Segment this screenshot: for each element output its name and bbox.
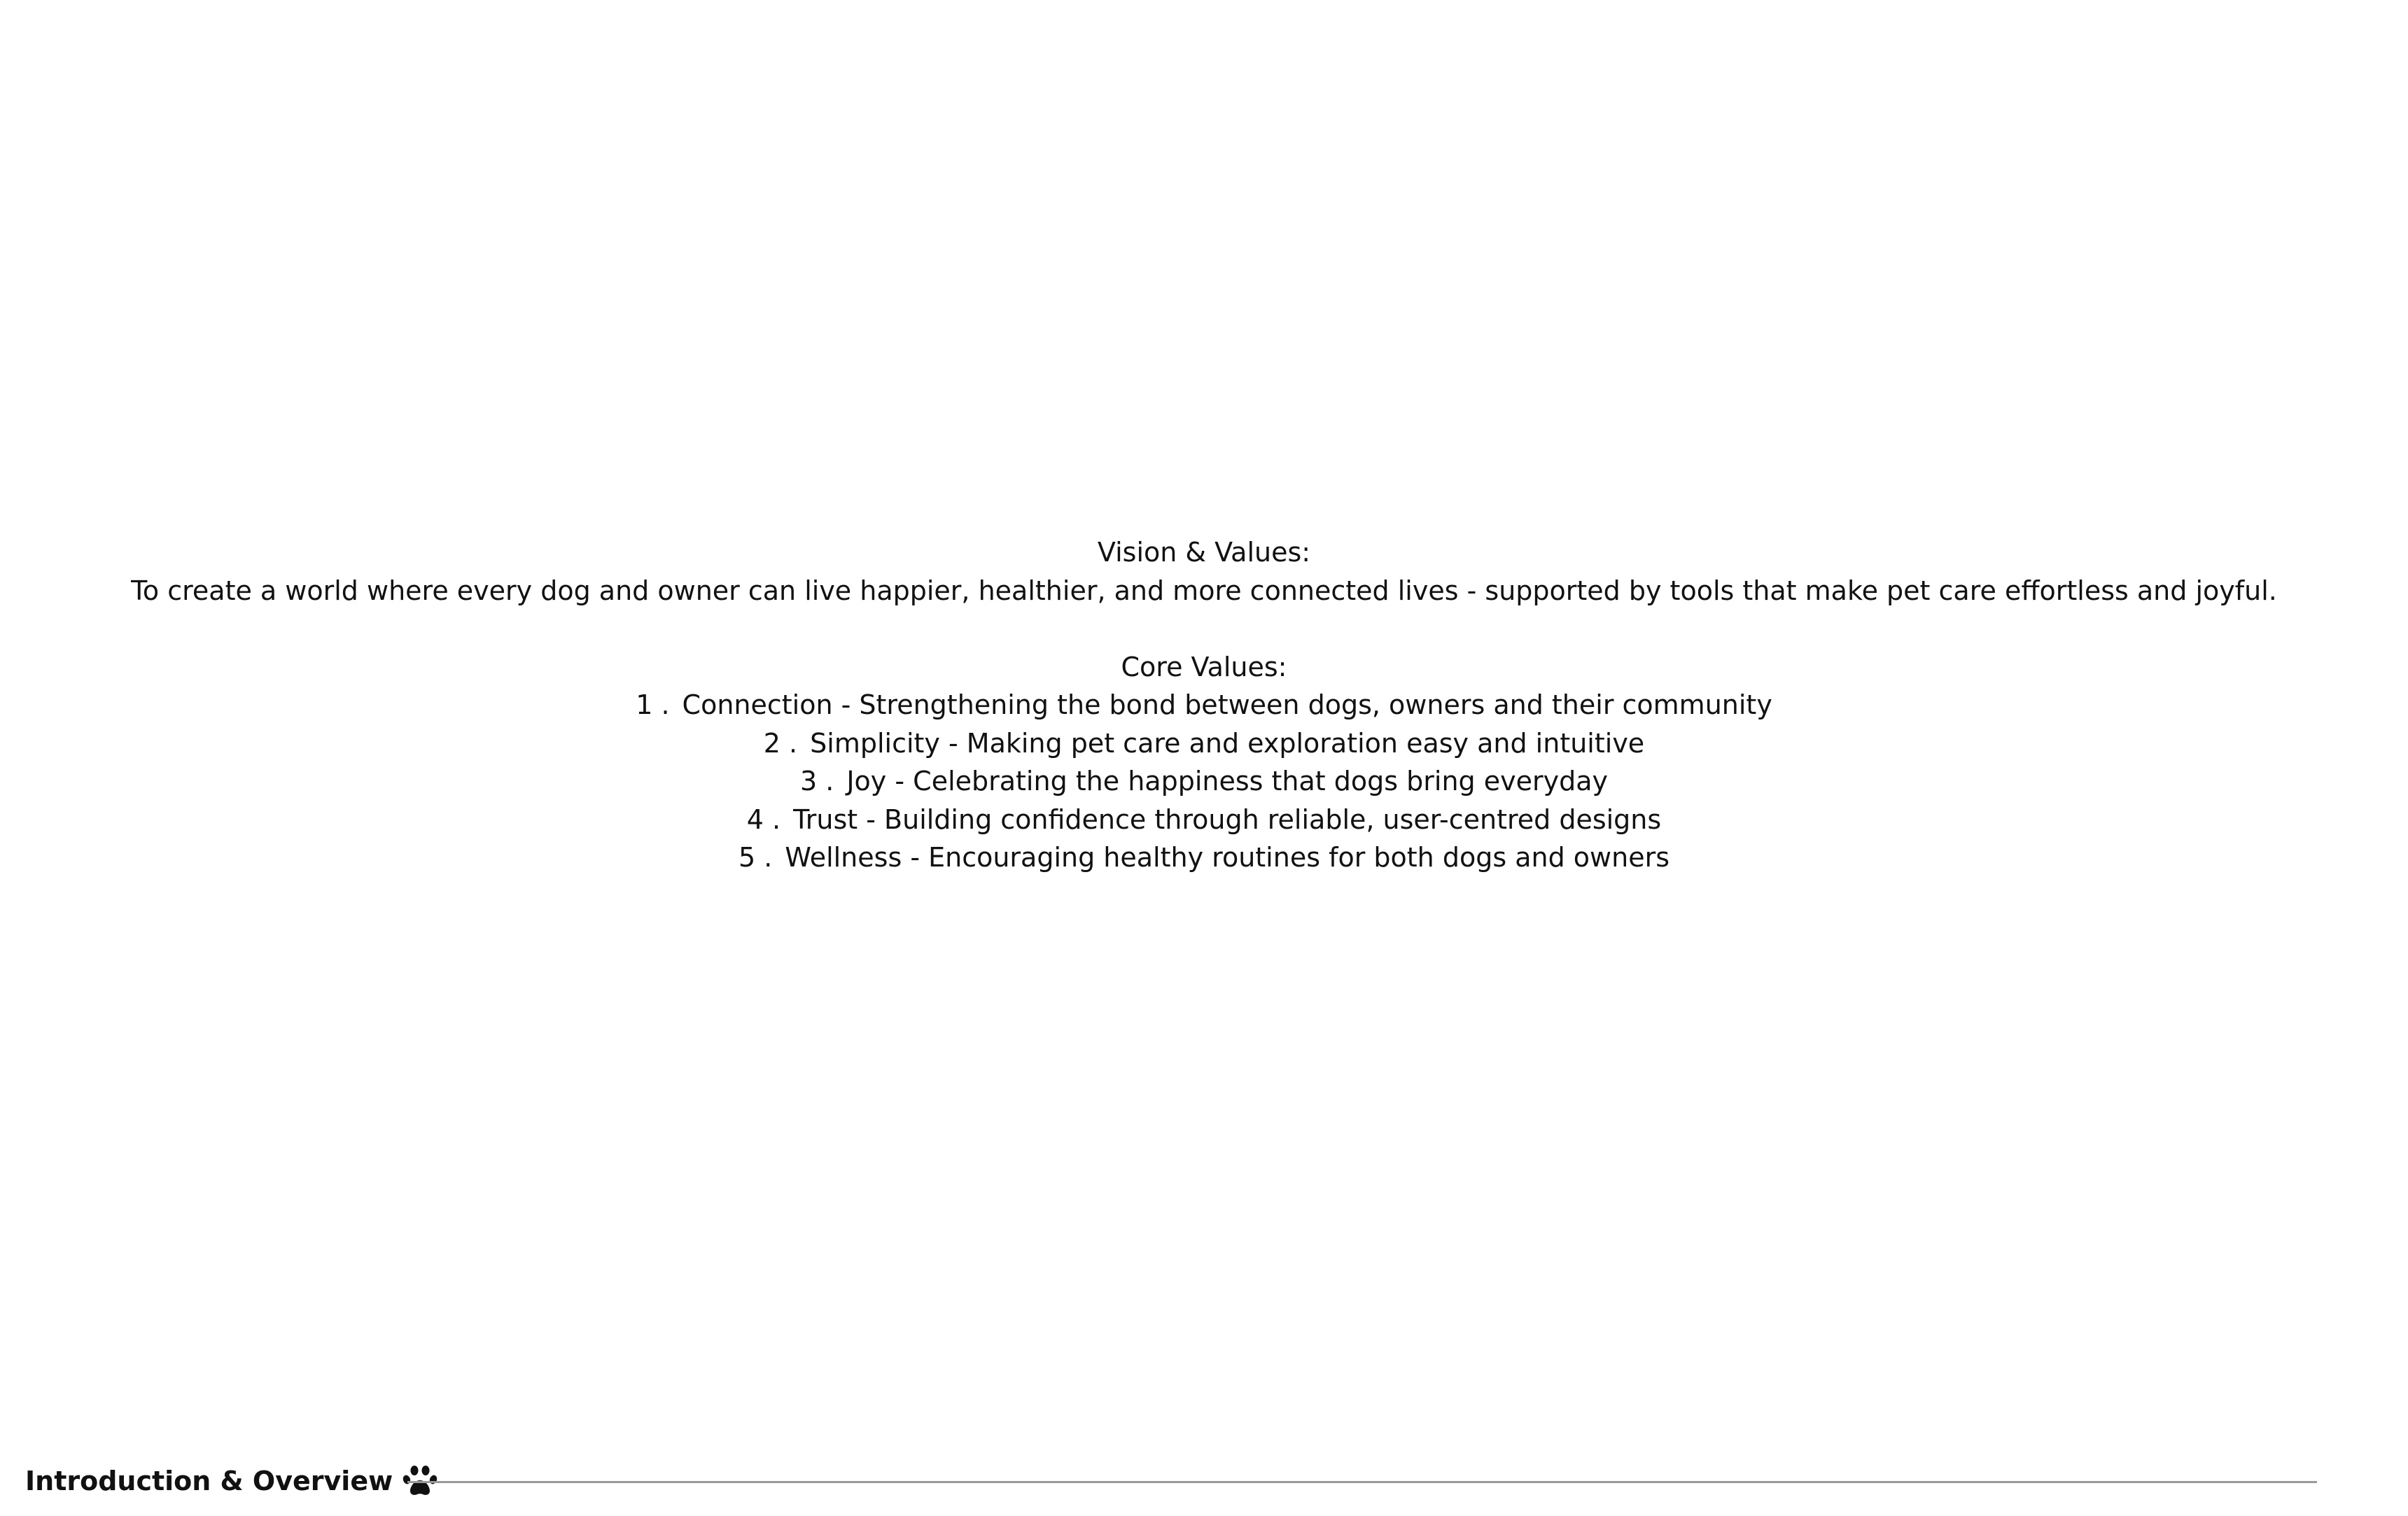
vision-heading: Vision & Values: (1097, 537, 1311, 568)
section-spacer (0, 610, 2408, 648)
footer-section-label (25, 1460, 438, 1502)
core-value-item (0, 724, 2408, 763)
core-value-text: Connection - Strengthening the bond between dogs, owners and their community (682, 689, 1772, 720)
core-value-number: 5 . (738, 842, 773, 873)
core-value-number: 3 . (800, 766, 834, 796)
vision-statement: To create a world where every dog and owner can live happier, healthier, and more connected lives - supported by tools that make pet care effortless and joyful. (131, 575, 2277, 606)
core-value-item (0, 762, 2408, 801)
footer-divider (407, 1481, 2317, 1483)
vision-values-section (0, 533, 2408, 877)
core-value-item (0, 801, 2408, 839)
core-value-number: 4 . (746, 803, 781, 835)
core-value-text: Simplicity - Making pet care and exploration easy and intuitive (810, 727, 1645, 759)
footer-section-title: Introduction & Overview (25, 1466, 393, 1496)
core-values-heading: Core Values: (1121, 651, 1287, 682)
core-value-item (0, 838, 2408, 877)
core-value-text: Joy - Celebrating the happiness that dogs bring everyday (846, 766, 1608, 796)
core-value-text: Trust - Building confidence through reliable, user-centred designs (793, 803, 1662, 835)
core-value-number: 1 . (636, 689, 670, 720)
core-value-item (0, 686, 2408, 724)
core-value-number: 2 . (763, 727, 798, 759)
core-value-text: Wellness - Encouraging healthy routines for both dogs and owners (785, 842, 1670, 873)
core-values-list (0, 686, 2408, 877)
